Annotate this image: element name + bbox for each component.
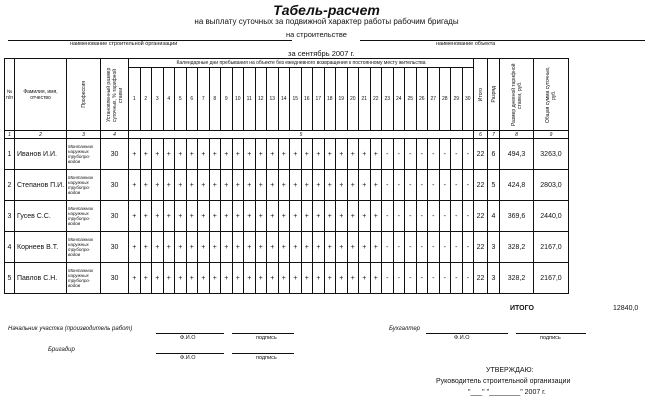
day-mark: - — [462, 139, 474, 170]
day-header: 5 — [175, 68, 187, 131]
day-header: 25 — [405, 68, 417, 131]
day-mark: - — [393, 232, 405, 263]
worker-grade: 3 — [488, 263, 500, 294]
day-mark: + — [129, 170, 141, 201]
day-mark: - — [439, 201, 451, 232]
day-mark: + — [313, 139, 325, 170]
accountant-sign-caption: подпись — [540, 335, 561, 341]
worker-profession: Монтажник наружных трубопро-водов — [67, 170, 101, 201]
day-mark: + — [370, 139, 382, 170]
row-number: 4 — [5, 232, 15, 263]
approve-label: УТВЕРЖДАЮ: — [486, 367, 534, 374]
day-mark: + — [152, 139, 164, 170]
day-mark: + — [255, 201, 267, 232]
chief-fio-caption: Ф.И.О — [180, 335, 196, 341]
day-header: 12 — [255, 68, 267, 131]
chief-sign-caption: подпись — [256, 335, 277, 341]
day-mark: + — [152, 263, 164, 294]
day-mark: + — [290, 232, 302, 263]
day-mark: + — [278, 201, 290, 232]
itogo-value: 12840,0 — [613, 305, 639, 312]
day-mark: - — [393, 170, 405, 201]
days-total: 22 — [474, 263, 488, 294]
accountant-fio-caption: Ф.И.О — [454, 335, 470, 341]
col-grade-header: Разряд — [488, 59, 500, 131]
day-mark: - — [428, 201, 440, 232]
allowance-sum: 2440,0 — [534, 201, 569, 232]
day-mark: + — [255, 232, 267, 263]
day-mark: - — [428, 263, 440, 294]
day-mark: - — [439, 263, 451, 294]
day-header: 3 — [152, 68, 164, 131]
table-row — [5, 263, 569, 294]
worker-profession: Монтажник наружных трубопро-водов — [67, 139, 101, 170]
day-header: 23 — [382, 68, 394, 131]
day-mark: - — [451, 263, 463, 294]
day-header: 8 — [209, 68, 221, 131]
day-mark: - — [405, 139, 417, 170]
column-index: 9 — [534, 131, 569, 139]
day-mark: + — [301, 201, 313, 232]
day-mark: + — [129, 232, 141, 263]
col-num-header: № п/п — [5, 59, 15, 131]
day-mark: + — [359, 139, 371, 170]
day-header: 6 — [186, 68, 198, 131]
day-mark: + — [244, 170, 256, 201]
day-mark: + — [186, 201, 198, 232]
worker-grade: 5 — [488, 170, 500, 201]
day-header: 4 — [163, 68, 175, 131]
day-mark: + — [267, 139, 279, 170]
day-mark: - — [451, 201, 463, 232]
day-mark: + — [313, 201, 325, 232]
daily-rate: 30 — [101, 201, 129, 232]
day-header: 16 — [301, 68, 313, 131]
day-mark: + — [163, 170, 175, 201]
worker-name: Степанов П.И. — [15, 170, 67, 201]
day-header: 9 — [221, 68, 233, 131]
day-mark: + — [278, 232, 290, 263]
day-mark: + — [301, 232, 313, 263]
day-mark: + — [244, 201, 256, 232]
day-mark: + — [278, 170, 290, 201]
day-mark: + — [152, 232, 164, 263]
worker-grade: 4 — [488, 201, 500, 232]
column-index: 7 — [488, 131, 500, 139]
day-mark: + — [129, 139, 141, 170]
day-mark: + — [175, 170, 187, 201]
day-mark: + — [232, 170, 244, 201]
day-mark: - — [393, 139, 405, 170]
day-mark: + — [359, 232, 371, 263]
day-mark: + — [278, 263, 290, 294]
day-mark: - — [462, 170, 474, 201]
day-mark: + — [221, 170, 233, 201]
day-mark: + — [175, 263, 187, 294]
day-mark: + — [209, 170, 221, 201]
day-mark: - — [405, 201, 417, 232]
day-header: 21 — [359, 68, 371, 131]
day-mark: - — [451, 232, 463, 263]
day-mark: + — [244, 139, 256, 170]
day-mark: + — [152, 170, 164, 201]
day-header: 2 — [140, 68, 152, 131]
day-mark: + — [209, 232, 221, 263]
tariff-rate: 424,8 — [500, 170, 534, 201]
day-mark: + — [313, 263, 325, 294]
day-mark: + — [140, 263, 152, 294]
days-total: 22 — [474, 232, 488, 263]
col-tariff-header: Размер дневной тарифной ставки, руб. — [500, 59, 534, 131]
day-mark: - — [382, 170, 394, 201]
column-index: 3 — [67, 131, 101, 139]
row-number: 2 — [5, 170, 15, 201]
day-mark: + — [324, 201, 336, 232]
table-row — [5, 170, 569, 201]
chief-label: Начальник участка (производитель работ) — [8, 326, 133, 332]
worker-name: Иванов И.И. — [15, 139, 67, 170]
day-header: 29 — [451, 68, 463, 131]
day-mark: - — [416, 170, 428, 201]
document-subtitle: на выплату суточных за подвижной характер работы рабочим бригады — [194, 17, 459, 26]
col-profession-header: Профессия — [67, 59, 101, 131]
day-mark: + — [336, 232, 348, 263]
day-mark: + — [140, 170, 152, 201]
day-mark: + — [370, 170, 382, 201]
day-mark: + — [175, 232, 187, 263]
day-mark: - — [451, 139, 463, 170]
day-mark: + — [347, 139, 359, 170]
day-mark: + — [129, 263, 141, 294]
approve-date: "___" "________" 2007 г. — [468, 389, 546, 396]
day-mark: + — [267, 201, 279, 232]
day-mark: + — [336, 263, 348, 294]
day-mark: - — [439, 232, 451, 263]
day-mark: - — [439, 139, 451, 170]
day-mark: + — [198, 170, 210, 201]
allowance-sum: 2803,0 — [534, 170, 569, 201]
org-caption: наименование строительной организации — [70, 41, 178, 47]
itogo-label: ИТОГО — [510, 305, 534, 312]
day-mark: - — [416, 201, 428, 232]
day-mark: + — [221, 263, 233, 294]
day-mark: + — [129, 201, 141, 232]
day-mark: + — [278, 139, 290, 170]
day-mark: + — [370, 232, 382, 263]
day-mark: + — [186, 170, 198, 201]
period-label: за сентябрь 2007 г. — [288, 49, 355, 58]
worker-profession: Монтажник наружных трубопро-водов — [67, 201, 101, 232]
day-mark: + — [255, 263, 267, 294]
day-mark: + — [313, 170, 325, 201]
day-mark: + — [290, 201, 302, 232]
day-mark: + — [301, 170, 313, 201]
accountant-label: Бухгалтер — [389, 326, 420, 332]
day-mark: - — [393, 201, 405, 232]
day-mark: + — [140, 139, 152, 170]
day-header: 10 — [232, 68, 244, 131]
tariff-rate: 328,2 — [500, 263, 534, 294]
day-mark: + — [347, 232, 359, 263]
day-header: 24 — [393, 68, 405, 131]
brigadier-sign-line — [232, 353, 294, 354]
column-index: 6 — [474, 131, 488, 139]
day-mark: + — [267, 232, 279, 263]
day-header: 18 — [324, 68, 336, 131]
chief-sign-line — [232, 333, 294, 334]
day-header: 19 — [336, 68, 348, 131]
day-mark: + — [255, 139, 267, 170]
day-mark: + — [370, 263, 382, 294]
day-mark: + — [255, 170, 267, 201]
day-mark: + — [301, 263, 313, 294]
tariff-rate: 328,2 — [500, 232, 534, 263]
day-mark: - — [416, 263, 428, 294]
accountant-sign-line — [516, 333, 586, 334]
day-mark: + — [290, 170, 302, 201]
daily-rate: 30 — [101, 232, 129, 263]
object-caption: наименование объекта — [436, 41, 496, 47]
worker-name: Гусев С.С. — [15, 201, 67, 232]
day-mark: + — [232, 139, 244, 170]
day-header: 11 — [244, 68, 256, 131]
day-mark: + — [336, 139, 348, 170]
document-title: Табель-расчет — [273, 2, 380, 18]
worker-name: Корнеев В.Т. — [15, 232, 67, 263]
day-mark: + — [290, 139, 302, 170]
day-mark: + — [313, 232, 325, 263]
day-mark: + — [232, 201, 244, 232]
brigadier-fio-caption: Ф.И.О — [180, 355, 196, 361]
day-header: 27 — [428, 68, 440, 131]
day-mark: + — [324, 263, 336, 294]
day-header: 7 — [198, 68, 210, 131]
days-total: 22 — [474, 201, 488, 232]
construction-label: на строительстве — [286, 30, 347, 39]
day-mark: + — [140, 201, 152, 232]
day-mark: + — [301, 139, 313, 170]
day-mark: + — [221, 201, 233, 232]
day-mark: + — [290, 263, 302, 294]
day-mark: + — [359, 170, 371, 201]
day-mark: - — [382, 201, 394, 232]
daily-rate: 30 — [101, 139, 129, 170]
day-mark: + — [336, 201, 348, 232]
day-mark: + — [267, 263, 279, 294]
day-mark: - — [428, 139, 440, 170]
worker-grade: 3 — [488, 232, 500, 263]
day-mark: + — [163, 201, 175, 232]
day-mark: - — [462, 201, 474, 232]
chief-fio-line — [156, 333, 224, 334]
day-mark: + — [232, 263, 244, 294]
row-number: 1 — [5, 139, 15, 170]
day-mark: + — [140, 232, 152, 263]
day-mark: + — [209, 263, 221, 294]
day-header: 1 — [129, 68, 141, 131]
day-mark: + — [324, 170, 336, 201]
day-mark: - — [405, 232, 417, 263]
day-mark: + — [336, 170, 348, 201]
brigadier-sign-caption: подпись — [256, 355, 277, 361]
allowance-sum: 3263,0 — [534, 139, 569, 170]
approve-role: Руководитель строительной организации — [436, 378, 571, 385]
day-mark: + — [209, 201, 221, 232]
day-header: 22 — [370, 68, 382, 131]
col-days-group-header: Календарные дни пребывания на объекте без ежедневного возвращения к постоянному месту жительства — [129, 59, 474, 68]
column-index: 2 — [15, 131, 67, 139]
object-underline — [360, 40, 645, 41]
day-mark: - — [416, 232, 428, 263]
day-mark: + — [186, 139, 198, 170]
day-mark: + — [347, 263, 359, 294]
worker-profession: Монтажник наружных трубопро-водов — [67, 263, 101, 294]
brigadier-label: Бригадир — [48, 347, 75, 353]
col-total-header: Итого — [474, 59, 488, 131]
worker-name: Павлов С.Н. — [15, 263, 67, 294]
day-mark: - — [382, 263, 394, 294]
allowance-sum: 2167,0 — [534, 263, 569, 294]
day-mark: + — [347, 170, 359, 201]
day-mark: + — [163, 232, 175, 263]
day-header: 30 — [462, 68, 474, 131]
day-mark: - — [462, 232, 474, 263]
table-row — [5, 201, 569, 232]
day-mark: + — [359, 201, 371, 232]
day-mark: - — [451, 170, 463, 201]
day-mark: + — [163, 263, 175, 294]
tariff-rate: 369,6 — [500, 201, 534, 232]
column-index: 5 — [129, 131, 474, 139]
column-index: 8 — [500, 131, 534, 139]
timesheet-table — [4, 58, 569, 294]
day-mark: + — [370, 201, 382, 232]
daily-rate: 30 — [101, 263, 129, 294]
day-header: 20 — [347, 68, 359, 131]
day-header: 26 — [416, 68, 428, 131]
col-rate-header: Установленный размер суточных, % тарифной ставки — [101, 59, 129, 131]
day-mark: + — [324, 232, 336, 263]
day-header: 14 — [278, 68, 290, 131]
day-mark: + — [186, 263, 198, 294]
row-number: 5 — [5, 263, 15, 294]
day-mark: + — [175, 201, 187, 232]
day-mark: + — [244, 263, 256, 294]
day-mark: - — [428, 232, 440, 263]
day-mark: - — [462, 263, 474, 294]
day-mark: - — [405, 263, 417, 294]
allowance-sum: 2167,0 — [534, 232, 569, 263]
day-mark: + — [359, 263, 371, 294]
table-row — [5, 139, 569, 170]
worker-grade: 6 — [488, 139, 500, 170]
col-sum-header: Общая сумма суточных, руб. — [534, 59, 569, 131]
day-header: 13 — [267, 68, 279, 131]
day-header: 28 — [439, 68, 451, 131]
accountant-fio-line — [426, 333, 508, 334]
day-mark: + — [198, 263, 210, 294]
row-number: 3 — [5, 201, 15, 232]
day-mark: - — [382, 232, 394, 263]
day-mark: - — [428, 170, 440, 201]
day-mark: - — [416, 139, 428, 170]
day-mark: + — [198, 139, 210, 170]
column-index: 4 — [101, 131, 129, 139]
day-mark: + — [209, 139, 221, 170]
day-mark: + — [163, 139, 175, 170]
days-total: 22 — [474, 170, 488, 201]
day-mark: - — [439, 170, 451, 201]
day-mark: + — [152, 201, 164, 232]
worker-profession: Монтажник наружных трубопро-водов — [67, 232, 101, 263]
day-mark: + — [175, 139, 187, 170]
day-mark: + — [198, 201, 210, 232]
column-index: 1 — [5, 131, 15, 139]
day-mark: + — [198, 232, 210, 263]
day-mark: + — [221, 232, 233, 263]
day-mark: - — [382, 139, 394, 170]
day-mark: + — [232, 232, 244, 263]
brigadier-fio-line — [156, 353, 224, 354]
day-mark: + — [267, 170, 279, 201]
day-mark: + — [324, 139, 336, 170]
col-name-header: Фамилия, имя, отчество — [15, 59, 67, 131]
day-header: 17 — [313, 68, 325, 131]
day-mark: - — [393, 263, 405, 294]
day-mark: + — [186, 232, 198, 263]
day-mark: + — [244, 232, 256, 263]
day-mark: - — [405, 170, 417, 201]
table-row — [5, 232, 569, 263]
days-total: 22 — [474, 139, 488, 170]
day-mark: + — [347, 201, 359, 232]
daily-rate: 30 — [101, 170, 129, 201]
tariff-rate: 494,3 — [500, 139, 534, 170]
day-header: 15 — [290, 68, 302, 131]
day-mark: + — [221, 139, 233, 170]
